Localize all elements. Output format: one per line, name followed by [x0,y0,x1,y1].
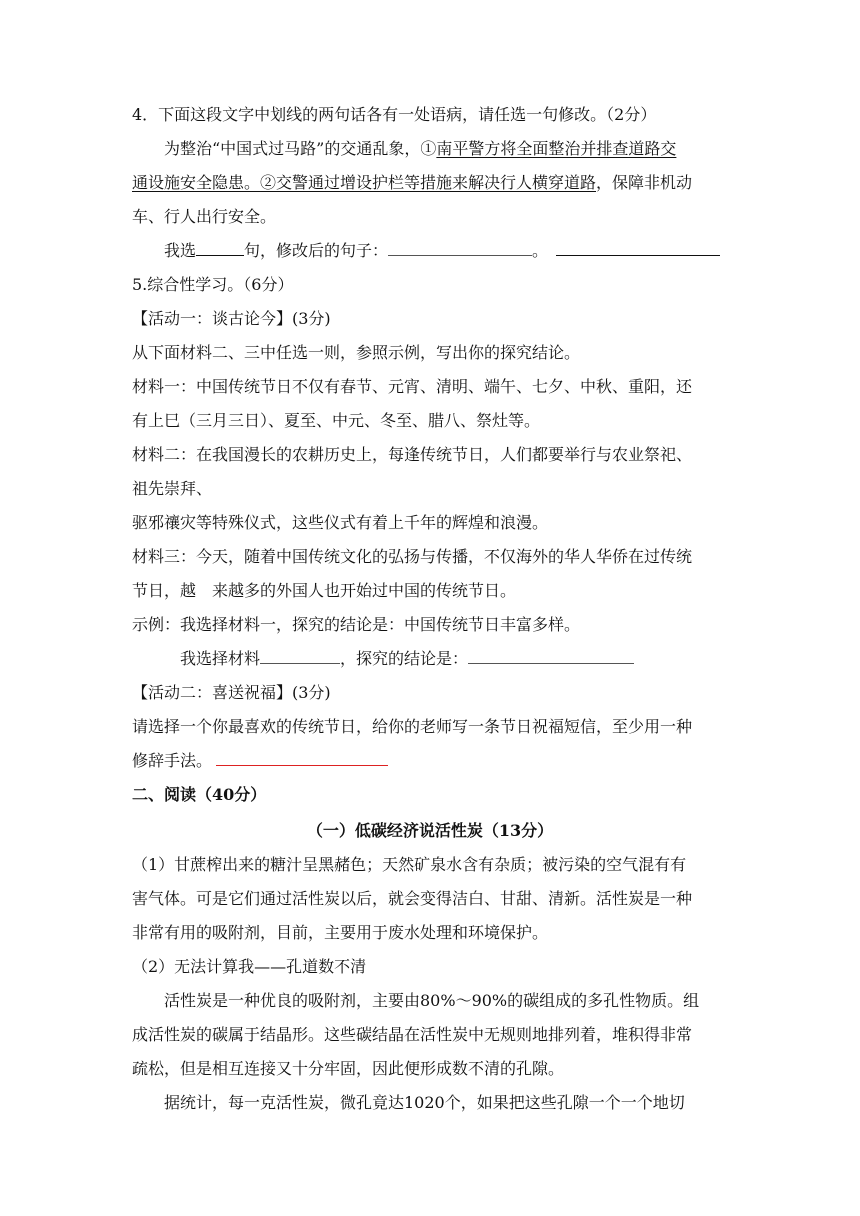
greeting-answer-blank[interactable] [216,749,388,766]
section-2-heading: 二、阅读（40分） [132,785,267,804]
extra-answer-blank[interactable] [556,239,720,256]
material-1-line-2: 有上巳（三月三日）、夏至、中元、冬至、腊八、祭灶等。 [132,411,541,430]
activity-2-text: 修辞手法。 [132,751,213,770]
q4-passage-line-3: 车、行人出行安全。 [132,207,277,226]
activity-2-line-1: 请选择一个你最喜欢的传统节日，给你的老师写一条节日祝福短信，至少用一种 [132,717,693,736]
material-1-line-1: 材料一：中国传统节日不仅有春节、元宵、清明、端午、七夕、中秋、重阳，还 [132,377,693,396]
q4-underlined-sentence-2: ②交警通过增设护栏等措施来解决行人横穿道路 [260,173,597,192]
activity-1-title: 【活动一：谈古论今】(3分) [132,309,331,328]
fill-mid: ，探究的结论是： [340,649,469,668]
fill-prefix: 我选择材料 [180,649,261,668]
q4-answer-end: 。 [532,241,549,260]
material-3-line-1: 材料三：今天，随着中国传统文化的弘扬与传播，不仅海外的华人华侨在过传统 [132,547,693,566]
sentence-choice-blank[interactable] [196,239,244,256]
article-p1-line-1: （1）甘蔗榨出来的糖汁呈黑赭色；天然矿泉水含有杂质；被污染的空气混有有 [132,855,687,874]
article-p3-line-1: 据统计，每一克活性炭，微孔竟达1020个，如果把这些孔隙一个一个地切 [164,1093,685,1112]
q4-answer-mid: 句，修改后的句子： [244,241,389,260]
q4-passage-line-2 [132,171,692,195]
material-2-line-1: 材料二：在我国漫长的农耕历史上，每逢传统节日，人们都要举行与农业祭祀、 [132,445,693,464]
q4-underlined-sentence-1-cont: 通设施安全隐患。 [132,173,261,192]
conclusion-blank[interactable] [468,647,634,664]
article-p1-line-2: 害气体。可是它们通过活性炭以后，就会变得洁白、甘甜、清新。活性炭是一种 [132,889,693,908]
activity-2-title: 【活动二：喜送祝福】(3分) [132,683,331,702]
article-p2-line-1: 活性炭是一种优良的吸附剂，主要由80%～90%的碳组成的多孔性物质。组 [164,991,700,1010]
q4-text: ，保障非机动 [596,173,693,192]
activity-1-instruction: 从下面材料二、三中任选一则，参照示例，写出你的探究结论。 [132,343,581,362]
example-line: 示例：我选择材料一，探究的结论是：中国传统节日丰富多样。 [132,615,581,634]
material-3-line-2: 节日，越 来越多的外国人也开始过中国的传统节日。 [132,581,517,600]
article-p2-line-2: 成活性炭的碳属于结晶形。这些碳结晶在活性炭中无规则地排列着，堆积得非常 [132,1025,693,1044]
q4-answer-line [164,239,720,263]
material-choice-blank[interactable] [260,647,340,664]
q5-heading: 5.综合性学习。（6分） [132,275,294,294]
article-p2-title: （2）无法计算我——孔道数不清 [132,957,367,976]
activity-2-line-2 [132,749,388,773]
q4-text: 为整治“中国式过马路”的交通乱象，① [164,139,437,158]
q4-heading: 4．下面这段文字中划线的两句话各有一处语病，请任选一句修改。（2分） [132,105,657,124]
q4-answer-prefix: 我选 [164,241,197,260]
article-p1-line-3: 非常有用的吸附剂，目前，主要用于废水处理和环境保护。 [132,923,549,942]
q4-passage-line-1 [164,137,676,161]
revised-sentence-blank[interactable] [388,239,532,256]
article-p2-line-3: 疏松，但是相互连接又十分牢固，因此便形成数不清的孔隙。 [132,1059,565,1078]
passage-title: （一）低碳经济说活性炭（13分） [306,821,554,840]
activity-1-answer-line [180,647,634,671]
q4-underlined-sentence-1: 南平警方将全面整治并排查道路交 [436,139,677,158]
material-2-line-2: 祖先崇拜、 [132,479,213,498]
material-2-line-3: 驱邪禳灾等特殊仪式，这些仪式有着上千年的辉煌和浪漫。 [132,513,549,532]
